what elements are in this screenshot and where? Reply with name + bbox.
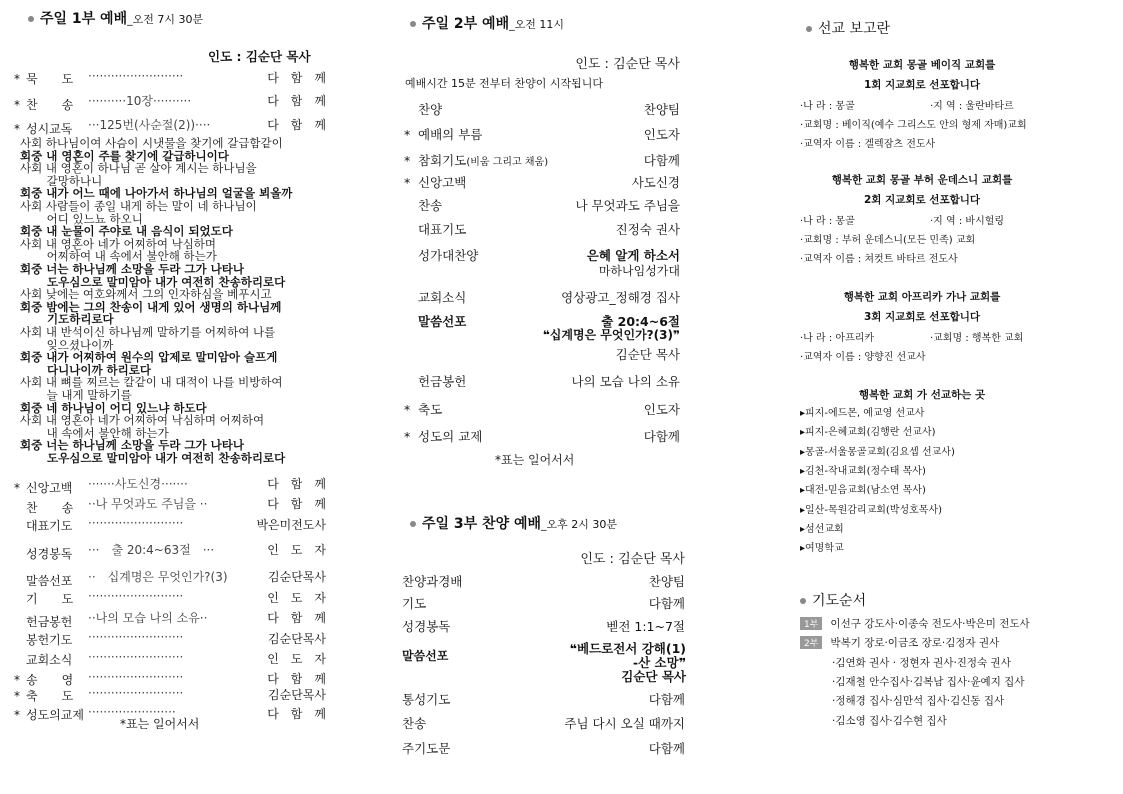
support-item: ▸여명학교	[800, 543, 844, 555]
bullet-dot-icon	[800, 598, 806, 604]
reading-line: 도우심으로 말미암아 내가 여전히 찬송하리로다	[20, 451, 286, 465]
order-person: 나 무엇과도 주님을	[575, 198, 680, 213]
order-row	[14, 568, 326, 589]
order-person: 인 도 자	[267, 652, 326, 666]
order-detail: ··나의 모습 나의 소유··	[88, 611, 208, 625]
reading-line: 사회 내 영혼이 하나님 곧 살아 계시는 하나님을	[20, 161, 257, 176]
service3-name: 주일 3부 찬양 예배	[422, 516, 542, 532]
service2-name: 주일 2부 예배	[422, 16, 510, 32]
order-label: 찬송	[418, 198, 443, 213]
sermon-line: 김순단 목사	[621, 669, 686, 684]
reading-line: 어디 있느뇨 하오니	[20, 211, 143, 226]
order-detail: ··나 무엇과도 주님을 ··	[88, 497, 208, 511]
order-row	[404, 427, 680, 445]
reading-line: 회중 내 눈물이 주야로 내 음식이 되었도다	[20, 224, 233, 239]
mission-field: ·교역자 이름 : 쳐컷트 바타르 전도사	[800, 254, 958, 265]
order-row	[14, 69, 326, 87]
order-label: 묵 도	[26, 72, 74, 86]
star-mark: *	[404, 402, 411, 417]
order-label: 찬양	[418, 102, 443, 117]
reading-line: 갈망하나니	[20, 173, 103, 188]
order-person: 박은미전도사	[256, 518, 326, 532]
reading-line: 사회 하나님이여 사슴이 시냇물을 찾기에 갈급함같이	[20, 136, 283, 150]
order-person: 진정숙 권사	[615, 222, 680, 237]
service1-title	[28, 8, 203, 28]
service1-footnote: *표는 일어서서	[120, 717, 200, 731]
order-row	[14, 609, 326, 630]
order-person: 인 도 자	[267, 591, 326, 605]
star-mark: *	[14, 673, 20, 687]
mission-line	[800, 250, 958, 265]
reading-line: 사회 내 반석이신 하나님께 말하기를 어찌하여 나를	[20, 325, 276, 339]
service3-leader: 인도 : 김순단 목사	[580, 552, 685, 567]
order-person: 사도신경	[631, 175, 680, 190]
mission-subhead: 1회 지교회로 선포합니다	[863, 79, 981, 91]
order-person: 다 함 께	[267, 118, 326, 132]
prayer-names: 박복기 장로·이금조 장로·김정자 권사	[830, 637, 1000, 650]
order-person: 다 함 께	[267, 611, 326, 625]
star-mark: *	[404, 175, 411, 190]
order-person: 김순단목사	[268, 570, 326, 584]
star-mark: *	[14, 72, 20, 86]
order-label: 성도의교제	[26, 708, 84, 722]
order-person: 인 도 자	[267, 543, 326, 557]
order-row	[402, 714, 685, 732]
order-label: 주기도문	[402, 741, 451, 756]
star-mark: *	[14, 689, 20, 703]
order-detail: ·························	[88, 516, 184, 530]
order-row	[14, 92, 326, 113]
order-row	[404, 196, 680, 214]
order-person: 다함께	[648, 596, 685, 611]
choir-name: 마하나임성가대	[598, 264, 680, 278]
order-label: 찬양과경배	[402, 574, 463, 589]
order-person: 벧전 1:1~7절	[606, 619, 685, 634]
star-mark: *	[14, 481, 20, 495]
mission-report-label: 선교 보고란	[818, 21, 891, 37]
mission-line	[800, 116, 1027, 131]
star-mark: *	[404, 153, 411, 168]
mission-subhead: 3회 지교회로 선포합니다	[863, 311, 981, 323]
reading-line: 회중 네 하나님이 어디 있느냐 하도다	[20, 400, 207, 415]
mission-field: ·나 라 : 몽골	[800, 101, 855, 112]
reading-line: 늘 내게 말하기를	[20, 388, 132, 402]
service2-time: _오전 11시	[509, 18, 564, 31]
mission-subhead: 2회 지교회로 선포합니다	[863, 194, 981, 206]
reading-line: 사회 내 영혼아 네가 어찌하여 낙심하며 어찌하여	[20, 413, 265, 428]
order-person: 주님 다시 오실 때까지	[564, 716, 685, 731]
order-label: 교회소식	[418, 290, 467, 305]
order-label: 송 영	[26, 673, 74, 687]
order-row	[402, 617, 685, 635]
prayer-row	[832, 655, 1011, 670]
prayer-row	[832, 674, 1024, 689]
service2-footnote: *표는 일어서서	[495, 453, 575, 467]
order-label: 성가대찬양	[418, 248, 479, 263]
order-person: 다 함 께	[267, 707, 326, 721]
support-item: ▸피지-에드몬, 예교영 선교사	[800, 408, 925, 419]
order-label: 말씀선포	[418, 314, 467, 329]
order-row	[14, 475, 326, 496]
order-label: 말씀선포	[26, 574, 73, 588]
order-label: 신앙고백	[26, 481, 73, 495]
reading-line: 회중 너는 하나님께 소망을 두라 그가 나타나	[20, 262, 244, 276]
order-row	[14, 495, 326, 516]
reading-line: 회중 내 영혼이 주를 찾기에 갈급하니이다	[20, 148, 229, 163]
reading-line: 회중 내가 어느 때에 나아가서 하나님의 얼굴을 뵈올까	[20, 186, 293, 201]
order-label: 예배의 부름	[418, 127, 483, 142]
order-detail: ·······사도신경·······	[88, 477, 188, 491]
star-mark: *	[14, 708, 20, 722]
mission-field: ·교회명 : 부허 운데스니(모든 민족) 교회	[800, 235, 976, 246]
order-label: 참회기도	[418, 153, 467, 168]
star-mark: *	[14, 98, 20, 112]
support-item: ▸대전-믿음교회(남소연 목사)	[800, 485, 926, 497]
mission-line	[800, 212, 1005, 227]
order-label: 기 도	[26, 592, 74, 606]
order-detail: ·························	[88, 630, 184, 644]
order-row	[404, 100, 680, 118]
reading-line: 사회 내 뼈를 찌르는 칼같이 내 대적이 나를 비방하여	[20, 375, 283, 390]
support-item: ▸일산-목원감리교회(박성호목사)	[800, 504, 943, 516]
mission-head: 행복한 교회 몽골 베이직 교회를	[848, 59, 996, 71]
prayer-badge: 1부	[800, 617, 822, 630]
order-row	[14, 516, 326, 534]
prayer-row	[800, 616, 1030, 631]
order-detail: ·······················	[88, 705, 176, 719]
order-detail: ·························	[88, 69, 184, 83]
order-row	[402, 572, 685, 590]
mission-line	[800, 348, 926, 363]
mission-field: ·교역자 이름 : 겔렉잠츠 전도사	[800, 139, 936, 150]
order-row	[404, 372, 680, 390]
reading-line: 사회 낮에는 여호와께서 그의 인자하심을 베푸시고	[20, 287, 272, 302]
order-label: 대표기도	[418, 222, 467, 237]
order-detail: ·························	[88, 589, 184, 603]
order-label: 찬송	[402, 716, 427, 731]
reading-line: 회중 내가 어찌하여 원수의 압제로 말미암아 슬프게	[20, 350, 278, 365]
order-person: 다 함 께	[267, 672, 326, 686]
order-label: 찬 송	[26, 98, 74, 112]
service2-sermon-title: ❝십계명은 무엇인가?(3)❞	[542, 328, 680, 342]
reading-line: 사회 사람들이 종일 내게 하는 말이 네 하나님이	[20, 199, 257, 213]
bullet-dot-icon	[410, 521, 416, 527]
order-label: 축 도	[26, 689, 74, 703]
reading-line: 내 속에서 불안해 하는가	[20, 425, 169, 440]
order-detail: ··· 출 20:4~63절 ···	[88, 543, 215, 557]
order-row	[14, 686, 326, 704]
order-row	[14, 589, 326, 607]
order-label: 통성기도	[402, 692, 451, 707]
order-row	[404, 288, 680, 306]
order-row	[14, 541, 326, 562]
order-row	[402, 690, 685, 708]
order-person: 다 함 께	[267, 94, 326, 108]
service3-sermon-label: 말씀선포	[402, 649, 449, 663]
service2-sermon-preacher: 김순단 목사	[615, 347, 680, 362]
order-label: 성시교독	[26, 122, 73, 136]
service1-name: 주일 1부 예배	[40, 11, 128, 27]
prayer-names: ·김재철 안수집사·김복남 집사·윤예지 집사	[832, 675, 1025, 688]
order-label: 헌금봉헌	[418, 374, 467, 389]
service1-leader: 인도 : 김순단 목사	[208, 49, 311, 64]
order-row	[14, 650, 326, 668]
support-item: ▸김천-작내교회(정수태 목사)	[800, 465, 926, 477]
order-detail: ···125번(사순절(2))····	[88, 118, 211, 132]
order-row	[14, 116, 326, 137]
order-detail: ··········10장··········	[88, 94, 192, 108]
order-person: 다 함 께	[267, 497, 326, 511]
reading-line: 잊으셨나이까	[20, 337, 114, 352]
order-label: 교회소식	[26, 653, 73, 667]
prayer-badge: 2부	[800, 636, 822, 649]
prayer-names: ·김소영 집사·김수현 집사	[832, 714, 947, 727]
order-detail: ·························	[88, 670, 184, 684]
service2-note: 예배시간 15분 전부터 찬양이 시작됩니다	[405, 77, 603, 90]
mission-line	[800, 97, 1014, 112]
order-detail: ·························	[88, 650, 184, 664]
support-item: ▸몽골-서울몽골교회(김요셉 선교사)	[800, 446, 955, 458]
mission-field: ·교역자 이름 : 양향진 선교사	[800, 352, 926, 363]
order-row	[402, 594, 685, 612]
bullet-dot-icon	[806, 26, 812, 32]
order-person: 다함께	[643, 153, 680, 168]
order-row	[404, 151, 680, 169]
service1-time: _오전 7시 30분	[127, 13, 204, 26]
order-person: 나의 모습 나의 소유	[571, 374, 680, 389]
bullet-dot-icon	[28, 16, 34, 22]
order-person: 영상광고_정해경 집사	[561, 290, 680, 305]
star-mark: *	[404, 127, 411, 142]
mission-head: 행복한 교회 몽골 부허 운데스니 교회를	[831, 174, 1013, 186]
mission-line	[800, 231, 975, 246]
order-row	[404, 220, 680, 238]
order-label: 기도	[402, 596, 427, 611]
mission-field: ·교회명 : 베이직(예수 그리스도 안의 형제 자매)교회	[800, 120, 1027, 131]
service3-time: _오후 2시 30분	[541, 518, 618, 531]
order-row	[404, 400, 680, 418]
prayer-row	[832, 713, 947, 728]
order-label: 봉헌기도	[26, 633, 73, 647]
order-label: 신앙고백	[418, 175, 467, 190]
order-detail: ·························	[88, 686, 184, 700]
order-person: 인도자	[643, 127, 680, 142]
order-person: 찬양팀	[643, 102, 680, 117]
reading-line: 다니나이까 하리로다	[20, 362, 151, 377]
sermon-line: -산 소망❞	[632, 655, 686, 670]
prayer-row	[800, 635, 999, 650]
reading-line: 어찌하여 내 속에서 불안해 하는가	[20, 249, 217, 264]
order-person: 김순단목사	[268, 632, 326, 646]
sermon-line: ❝베드로전서 강해(1)	[569, 641, 686, 656]
order-person: 다함께	[648, 692, 685, 707]
mission-field: ·지 역 : 바시헐링	[930, 216, 1005, 227]
order-label: 성도의 교제	[418, 429, 483, 444]
order-person: 인도자	[643, 402, 680, 417]
prayer-names: ·김연화 권사 · 정현자 권사·진정숙 권사	[832, 656, 1011, 669]
prayer-row	[832, 693, 1004, 708]
prayer-names: ·정해경 집사·심만석 집사·김신동 집사	[832, 695, 1005, 708]
mission-head: 행복한 교회 아프리카 가나 교회를	[843, 291, 1001, 303]
service2-title	[410, 13, 564, 33]
order-row	[14, 630, 326, 648]
reading-line: 도우심으로 말미암아 내가 여전히 찬송하리로다	[20, 274, 286, 289]
order-person: 출 20:4~6절	[601, 314, 680, 329]
prayer-order-label: 기도순서	[812, 593, 867, 609]
order-person: 은혜 알게 하소서	[586, 248, 680, 263]
prayer-order-title	[800, 590, 866, 610]
bullet-dot-icon	[410, 21, 416, 27]
support-title: 행복한 교회 가 선교하는 곳	[858, 389, 986, 401]
mission-field: ·지 역 : 울란바타르	[930, 101, 1014, 112]
reading-line: 기도하리로다	[20, 312, 114, 327]
order-label: 대표기도	[26, 519, 73, 533]
support-item: ▸섬선교회	[800, 523, 844, 535]
reading-line: 사회 내 영혼아 네가 어찌하여 낙심하며	[20, 236, 217, 251]
mission-field: ·교회명 : 행복한 교회	[930, 333, 1024, 344]
order-label: 축도	[418, 402, 443, 417]
order-row	[402, 739, 685, 757]
star-mark: *	[404, 429, 411, 444]
order-person: 다 함 께	[267, 477, 326, 491]
order-label: 성경봉독	[26, 547, 73, 561]
mission-line	[800, 135, 935, 150]
order-label-note: (비움 그리고 채움)	[466, 157, 549, 168]
order-person: 다 함 께	[267, 71, 326, 85]
order-person: 찬양팀	[648, 574, 685, 589]
order-label: 헌금봉헌	[26, 615, 73, 629]
service2-leader: 인도 : 김순단 목사	[575, 57, 680, 72]
order-row	[404, 125, 680, 143]
order-label: 찬 송	[26, 501, 74, 515]
prayer-names: 이선구 강도사·이종숙 전도사·박은미 전도사	[830, 618, 1030, 630]
service3-title	[410, 513, 617, 533]
order-row	[404, 173, 680, 191]
order-label: 성경봉독	[402, 619, 451, 634]
support-item: ▸피지-은혜교회(김행란 선교사)	[800, 427, 936, 439]
order-detail: ·· 십계명은 무엇인가?(3)	[88, 570, 228, 584]
reading-line: 회중 너는 하나님께 소망을 두라 그가 나타나	[20, 438, 244, 453]
mission-line	[800, 329, 1024, 344]
mission-report-title	[806, 18, 890, 38]
order-person: 다함께	[648, 741, 685, 756]
order-person: 김순단목사	[268, 688, 326, 702]
star-mark: *	[14, 122, 20, 136]
reading-line: 회중 밤에는 그의 찬송이 내게 있어 생명의 하나님께	[20, 299, 282, 314]
mission-field: ·나 라 : 아프리카	[800, 333, 875, 344]
mission-field: ·나 라 : 몽골	[800, 216, 855, 227]
order-person: 다함께	[643, 429, 680, 444]
